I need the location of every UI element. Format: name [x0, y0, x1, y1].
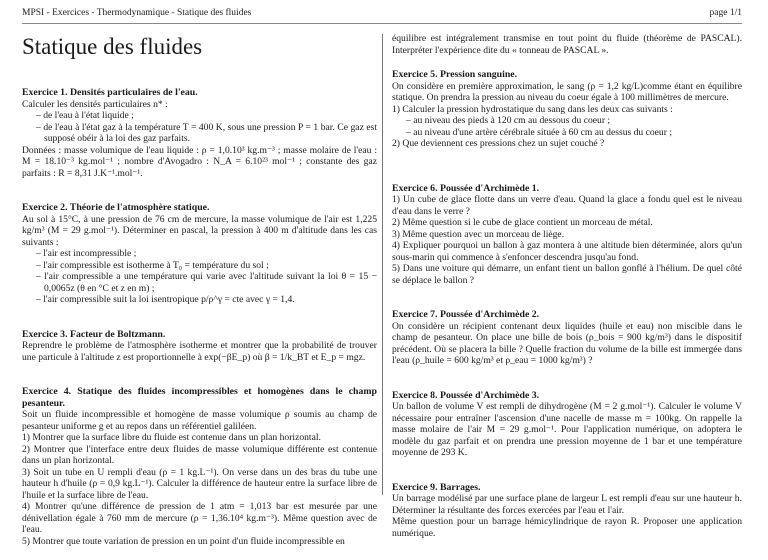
page-title: Statique des fluides — [22, 34, 203, 59]
column-divider — [382, 34, 383, 495]
exercise-text: Reprendre le problème de l'atmosphère isotherme et montrer que la probabilité de trouver une particule à l'altitude z est proportionnelle à exp(−βE_p) où β = 1/k_BT et E_p = mgz. — [22, 340, 377, 363]
list-item: – de l'eau à l'état liquide ; — [28, 110, 377, 122]
exercise-text: 1) Calculer la pression hydrostatique du sang dans les deux cas suivants : — [392, 103, 673, 115]
exercise-text: Un ballon de volume V est rempli de dihydrogène (M = 2 g.mol⁻¹). Calculer le volume V nécessaire pour entraîner l'ascension d'une nacelle de masse m = 100kg. On rappelle la masse molaire de l'air M = 29 g.mol⁻¹. Pour l'application numérique, on adoptera le modèle du gaz parfait et on prendra une pression moyenne de 1 bar et une température moyenne de 293 K. — [392, 401, 742, 458]
exercise-9 — [392, 482, 742, 540]
header-course: MPSI - Exercices - Thermodynamique - Statique des fluides — [22, 8, 252, 18]
list-item: – l'air compressible a une température qui varie avec l'altitude suivant la loi θ = 15 − 0,0065z (θ en °C et z en m) ; — [28, 271, 377, 294]
exercise-text: équilibre est intégralement transmise en tout point du fluide (théorème de PASCAL). Interpréter l'expérience dite du « tonneau de PASCAL ». — [392, 33, 742, 56]
exercise-title: Exercice 4. Statique des fluides incompressibles et homogènes dans le champ pesanteur. — [22, 386, 377, 409]
exercise-text: On considère en première approximation, le sang (ρ = 1,2 kg/L)comme étant en équilibre statique. On prendra la pression au niveau du coeur égale à 100 millimètres de mercure. — [392, 80, 742, 103]
list-item: – au niveau d'une artère cérébrale située à 60 cm au dessus du coeur ; — [398, 127, 742, 139]
exercise-title: Exercice 8. Poussée d'Archimède 3. — [392, 389, 540, 401]
exercise-title: Exercice 2. Théorie de l'atmosphère statique. — [22, 202, 210, 213]
exercise-text: Soit un fluide incompressible et homogène de masse volumique ρ soumis au champ de pesanteur uniforme g et au repos dans un référentiel galiléen. — [22, 409, 377, 432]
exercise-title: Exercice 3. Facteur de Boltzmann. — [22, 328, 166, 340]
list-item: – l'air est incompressible ; — [28, 248, 377, 260]
exercise-3 — [22, 329, 377, 364]
exercise-list — [22, 110, 377, 145]
list-item: – de l'eau à l'état gaz à la température T = 400 K, sous une pression P = 1 bar. Ce gaz est supposé obéir à la loi des gaz parfaits. — [28, 122, 377, 145]
exercise-text: 2) Même question si le cube de glace contient un morceau de métal. — [392, 217, 653, 228]
exercise-7 — [392, 309, 742, 367]
exercise-list — [22, 248, 377, 306]
exercise-title: Exercice 1. Densités particulaires de l'eau. — [22, 87, 198, 98]
page-header — [22, 5, 742, 24]
exercise-text: 4) Expliquer pourquoi un ballon à gaz montera à une altitude bien déterminée, alors qu'un sous-marin qui commence à s'enfoncer descendra jusqu'au fond. — [392, 240, 742, 263]
exercise-text: 3) Soit un tube en U rempli d'eau (ρ = 1 kg.L⁻¹). On verse dans un des bras du tube une hauteur h d'huile (ρ = 0,9 kg.L⁻¹). Calculer la différence de hauteur entre la surface libre de l'huile et la surface libre de l'eau. — [22, 466, 377, 501]
exercise-text: Au sol à 15°C, à une pression de 76 cm de mercure, la masse volumique de l'air est 1,225 kg/m³ (M = 29 g.mol⁻¹). Déterminer en pascal, la pression à 400 m d'altitude dans les cas suivants : — [22, 213, 377, 248]
list-item: – l'air compressible suit la loi isentropique p/ρ^γ = cte avec γ = 1,4. — [28, 294, 377, 306]
exercise-text: Même question pour un barrage hémicylindrique de rayon R. Proposer une application numérique. — [392, 516, 742, 539]
exercise-title: Exercice 5. Pression sanguine. — [392, 69, 518, 80]
exercise-5 — [392, 69, 742, 150]
exercise-text: Un barrage modélisé par une surface plane de largeur L est rempli d'eau sur une hauteur h. Déterminer la résultante des forces exercées par l'eau et l'air. — [392, 493, 742, 516]
exercise-text: 5) Montrer que toute variation de pression en un point d'un fluide incompressible en — [22, 535, 345, 547]
exercise-list — [392, 115, 742, 138]
exercise-2 — [22, 202, 377, 306]
exercise-text: Données : masse volumique de l'eau liquide : ρ = 1,0.10³ kg.m⁻³ ; masse molaire de l'eau : M = 18.10⁻³ kg.mol⁻¹ ; nombre d'Avogadro : N_A = 6.10²³ mol⁻¹ ; constante des gaz parfaits : R = 8,31 J.K⁻¹.mol⁻¹. — [22, 144, 377, 179]
left-column — [22, 87, 377, 560]
list-item: – l'air compressible est isotherme à T₀ = température du sol ; — [28, 260, 377, 272]
exercise-1 — [22, 87, 377, 179]
exercise-6 — [392, 183, 742, 287]
exercise-text: 1) Un cube de glace flotte dans un verre d'eau. Quand la glace a fondu quel est le niveau d'eau dans le verre ? — [392, 194, 742, 217]
exercise-title: Exercice 9. Barrages. — [392, 481, 481, 493]
right-column — [392, 33, 742, 552]
exercise-text: 4) Montrer qu'une différence de pression de 1 atm = 1,013 bar est mesurée par une dénivellation égale à 760 mm de mercure (ρ = 1,36.10⁴ kg.m⁻³). Même question avec de l'eau. — [22, 501, 377, 535]
exercise-text: 5) Dans une voiture qui démarre, un enfant tient un ballon gonflé à l'hélium. De quel côté se déplace le ballon ? — [392, 263, 742, 286]
list-item: – au niveau des pieds à 120 cm au dessous du coeur ; — [398, 115, 742, 127]
exercise-title: Exercice 6. Poussée d'Archimède 1. — [392, 182, 540, 194]
exercise-text: 2) Que deviennent ces pressions chez un sujet couché ? — [392, 138, 605, 149]
exercise-4 — [22, 386, 377, 547]
exercise-4-continued — [392, 33, 742, 56]
exercise-text: 1) Montrer que la surface libre du fluide est contenue dans un plan horizontal. — [22, 432, 321, 443]
exercise-title: Exercice 7. Poussée d'Archimède 2. — [392, 309, 540, 320]
exercise-text: On considère un récipient contenant deux liquides (huile et eau) non miscible dans le champ de pesanteur. On place une bille de bois (ρ_bois = 900 kg/m³) dans le dispositif précédent. Où se placera la bille ? Quelle fraction du volume de la bille est immergée dans l'eau (ρ_huile = 600 kg/m³ et ρ_eau = 1000 kg/m³) ? — [392, 320, 742, 366]
header-page-number: page 1/1 — [709, 8, 742, 18]
exercise-8 — [392, 390, 742, 459]
exercise-text: 3) Même question avec un morceau de liège. — [392, 228, 565, 240]
exercise-text: Calculer les densités particulaires n* : — [22, 98, 168, 110]
exercise-text: 2) Montrer que l'interface entre deux fluides de masse volumique différente est contenue dans un plan horizontal. — [22, 443, 377, 466]
